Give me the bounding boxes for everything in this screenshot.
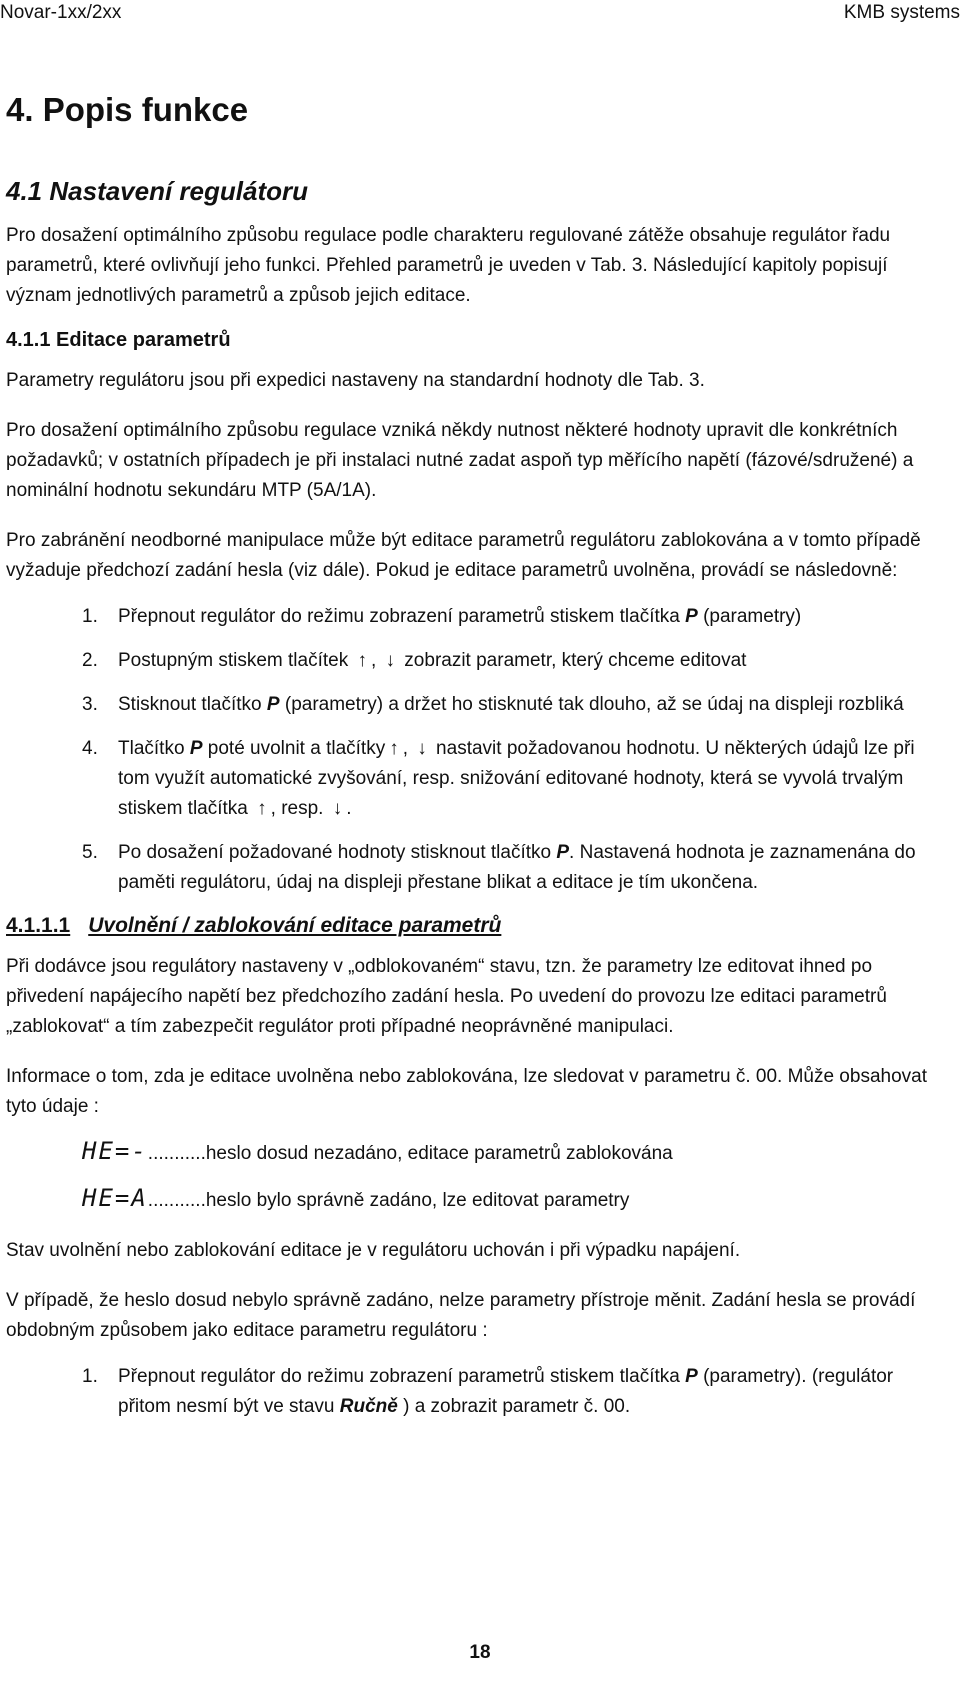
display-code: HE=A	[82, 1183, 148, 1212]
subsubsection-text: Uvolnění / zablokování editace parametrů	[88, 913, 502, 937]
p-key-label: P	[556, 841, 570, 863]
step-text: Tlačítko P poté uvolnit a tlačítky ↑ , ↓ nastavit požadovanou hodnotu. U některých údajů lze při tom využít automatické zvyšování, resp. snižování editované hodnoty, která se vyvolá trvalým stiskem tlačítka ↑ , resp. ↓ .	[118, 737, 915, 819]
paragraph-defaults: Parametry regulátoru jsou při expedici nastaveny na standardní hodnoty dle Tab. 3.	[6, 369, 705, 391]
step-text: Postupným stiskem tlačítek ↑ , ↓ zobrazit parametr, který chceme editovat	[118, 649, 747, 671]
header-product: Novar-1xx/2xx	[0, 2, 122, 23]
p-key-label: P	[189, 737, 203, 759]
code-row	[6, 1183, 954, 1216]
step-number: 2.	[82, 649, 98, 671]
intro-paragraph: Pro dosažení optimálního způsobu regulace podle charakteru regulované zátěže obsahuje regulátor řadu parametrů, které ovlivňují jeho funkci. Přehled parametrů je uveden v Tab. 3. Následující kapitoly popisují význam jednotlivých parametrů a způsob jejich editace.	[6, 224, 891, 306]
list-item	[6, 1362, 954, 1422]
header-company: KMB systems	[843, 2, 960, 23]
paragraph-adjustment: Pro dosažení optimálního způsobu regulace vzniká někdy nutnost některé hodnoty upravit dle konkrétních požadavků; v ostatních případech je při instalaci nutné zadat aspoň typ měřícího napětí (fázové/sdružené) a nominální hodnotu sekundáru MTP (5A/1A).	[6, 419, 914, 501]
list-item	[6, 838, 954, 898]
paragraph-parameter-00: Informace o tom, zda je editace uvolněna nebo zablokována, lze sledovat v parametru č. 00. Může obsahovat tyto údaje :	[6, 1065, 927, 1117]
paragraph-delivery-state: Při dodávce jsou regulátory nastaveny v „odblokovaném“ stavu, tzn. že parametry lze editovat ihned po přivedení napájecího napětí bez předchozího zadání hesla. Po uvedení do provozu lze editaci parametrů „zablokovat“ a tím zabezpečit regulátor proti případné neoprávněné manipulaci.	[6, 955, 887, 1037]
chapter-title: 4. Popis funkce	[6, 91, 249, 128]
page-number: 18	[469, 1642, 491, 1663]
step-number: 5.	[82, 841, 98, 863]
edit-steps-list	[6, 602, 954, 898]
paragraph-lock: Pro zabránění neodborné manipulace může být editace parametrů regulátoru zablokována a v tomto případě vyžaduje předchozí zadání hesla (viz dále). Pokud je editace parametrů uvolněna, provádí se následovně:	[6, 529, 921, 581]
arrow-up-icon: ↑	[257, 797, 267, 819]
list-item	[6, 646, 954, 676]
p-key-label: P	[685, 1365, 698, 1387]
list-item	[6, 734, 954, 824]
code-description: ...........heslo dosud nezadáno, editace parametrů zablokována	[147, 1142, 673, 1164]
arrow-down-icon: ↓	[385, 649, 396, 671]
step-number: 4.	[82, 737, 98, 759]
code-description: ...........heslo bylo správně zadáno, lze editovat parametry	[147, 1189, 630, 1211]
password-steps-list	[6, 1362, 954, 1422]
subsection-title: 4.1.1 Editace parametrů	[6, 328, 231, 351]
arrow-up-icon: ↑	[357, 649, 367, 671]
p-key-label: P	[685, 605, 698, 627]
page-header	[0, 2, 960, 28]
step-number: 1.	[82, 605, 98, 627]
arrow-down-icon: ↓	[332, 797, 343, 819]
subsubsection-title	[6, 914, 954, 938]
step-number: 1.	[82, 1365, 98, 1387]
arrow-up-icon: ↑	[389, 737, 399, 759]
step-text: Přepnout regulátor do režimu zobrazení parametrů stiskem tlačítka P (parametry). (regulátor přitom nesmí být ve stavu Ručně ) a zobrazit parametr č. 00.	[118, 1365, 894, 1417]
p-key-label: P	[266, 693, 280, 715]
list-item	[6, 602, 954, 632]
page-content	[6, 78, 954, 1436]
step-text: Po dosažení požadované hodnoty stisknout tlačítko P. Nastavená hodnota je zaznamenána do paměti regulátoru, údaj na displeji přestane blikat a editace je tím ukončena.	[118, 841, 916, 893]
subsubsection-number: 4.1.1.1	[6, 913, 71, 937]
step-text: Přepnout regulátor do režimu zobrazení parametrů stiskem tlačítka P (parametry)	[118, 605, 802, 627]
list-item	[6, 690, 954, 720]
section-title: 4.1 Nastavení regulátoru	[6, 175, 308, 206]
paragraph-password: V případě, že heslo dosud nebylo správně zadáno, nelze parametry přístroje měnit. Zadání hesla se provádí obdobným způsobem jako editace parametru regulátoru :	[6, 1289, 916, 1341]
step-number: 3.	[82, 693, 98, 715]
arrow-down-icon: ↓	[417, 737, 427, 759]
code-row	[6, 1136, 954, 1169]
paragraph-retention: Stav uvolnění nebo zablokování editace je v regulátoru uchován i při výpadku napájení.	[6, 1239, 741, 1261]
manual-mode-label: Ručně	[339, 1395, 398, 1417]
display-code: HE=-	[82, 1136, 148, 1165]
step-text: Stisknout tlačítko P (parametry) a držet ho stisknuté tak dlouho, až se údaj na displeji rozbliká	[118, 693, 904, 715]
